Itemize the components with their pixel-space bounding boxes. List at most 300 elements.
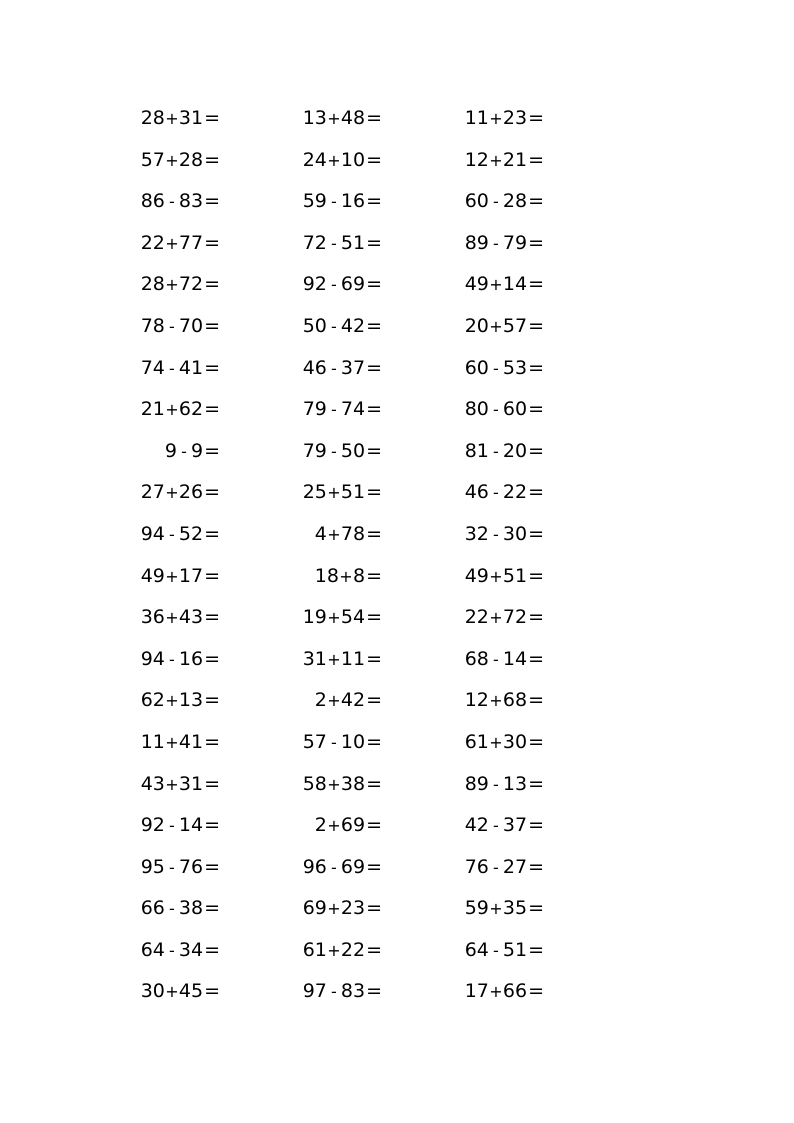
operand-a: 4 <box>314 522 327 545</box>
equals-sign: = <box>528 938 544 961</box>
operand-a: 24 <box>302 148 327 171</box>
operand-a: 57 <box>302 730 327 753</box>
equals-sign: = <box>366 564 382 587</box>
math-problem <box>465 389 544 431</box>
problem-row <box>0 223 794 265</box>
operand-a: 27 <box>140 481 165 504</box>
operator: - <box>331 400 337 420</box>
math-problem <box>141 847 220 889</box>
operand-b: 16 <box>178 647 204 670</box>
operator: - <box>331 982 337 1002</box>
operator: + <box>327 608 341 628</box>
math-problem <box>303 223 382 265</box>
math-problem <box>465 472 544 514</box>
math-problem <box>303 181 382 223</box>
operand-b: 13 <box>502 772 528 795</box>
math-problem <box>141 556 220 598</box>
math-problem <box>315 556 382 598</box>
operator: + <box>327 109 341 128</box>
operator: + <box>489 608 503 628</box>
operator: + <box>489 566 503 586</box>
operator: + <box>165 566 179 586</box>
operand-a: 79 <box>302 439 327 462</box>
operand-a: 79 <box>302 398 327 421</box>
operand-b: 60 <box>502 398 528 421</box>
operand-b: 51 <box>340 231 366 254</box>
operand-a: 95 <box>140 855 165 878</box>
math-problem <box>465 930 544 972</box>
operator: + <box>489 982 503 1002</box>
operator: - <box>331 192 337 212</box>
operand-b: 83 <box>178 190 204 213</box>
operand-b: 23 <box>340 897 366 920</box>
operand-a: 28 <box>140 273 165 296</box>
math-problem <box>141 389 220 431</box>
operand-b: 70 <box>178 314 204 337</box>
equals-sign: = <box>204 855 220 878</box>
operator: - <box>169 649 175 669</box>
problem-row <box>0 306 794 348</box>
operand-a: 59 <box>302 190 327 213</box>
operand-a: 18 <box>314 564 339 587</box>
equals-sign: = <box>204 231 220 254</box>
equals-sign: = <box>366 730 382 753</box>
math-problem <box>141 181 220 223</box>
operand-b: 9 <box>190 439 204 462</box>
operand-b: 51 <box>502 564 528 587</box>
math-problem <box>303 764 382 806</box>
math-problem <box>141 888 220 930</box>
equals-sign: = <box>204 772 220 795</box>
operand-a: 12 <box>464 689 489 712</box>
equals-sign: = <box>366 606 382 629</box>
operand-b: 30 <box>502 522 528 545</box>
operand-a: 20 <box>464 314 489 337</box>
operator: - <box>169 192 175 212</box>
operand-b: 83 <box>340 980 366 1003</box>
operand-b: 45 <box>178 980 204 1003</box>
math-problem <box>465 680 544 722</box>
operator: + <box>339 566 353 586</box>
operand-a: 94 <box>140 522 165 545</box>
math-problem <box>465 348 544 390</box>
operand-b: 22 <box>502 481 528 504</box>
operator: - <box>331 857 337 877</box>
math-problem <box>315 680 382 722</box>
equals-sign: = <box>528 730 544 753</box>
equals-sign: = <box>204 148 220 171</box>
math-problem <box>141 98 220 140</box>
operand-b: 54 <box>340 606 366 629</box>
problem-row <box>0 556 794 598</box>
operand-a: 46 <box>464 481 489 504</box>
operator: + <box>165 400 179 420</box>
equals-sign: = <box>366 689 382 712</box>
operand-a: 66 <box>140 897 165 920</box>
operator: - <box>493 774 499 794</box>
operator: + <box>327 649 341 669</box>
operand-b: 26 <box>178 481 204 504</box>
equals-sign: = <box>528 772 544 795</box>
operand-b: 74 <box>340 398 366 421</box>
operand-b: 17 <box>178 564 204 587</box>
problem-row <box>0 389 794 431</box>
operand-b: 41 <box>178 356 204 379</box>
operand-b: 28 <box>178 148 204 171</box>
math-problem <box>141 971 220 1013</box>
math-problem <box>465 98 544 140</box>
math-problem <box>465 722 544 764</box>
operand-a: 96 <box>302 855 327 878</box>
problem-row <box>0 597 794 639</box>
operand-b: 38 <box>340 772 366 795</box>
operand-b: 14 <box>502 273 528 296</box>
operand-b: 48 <box>340 107 366 129</box>
operand-b: 42 <box>340 314 366 337</box>
operand-a: 22 <box>464 606 489 629</box>
operator: - <box>169 940 175 960</box>
math-problem <box>465 639 544 681</box>
operand-a: 57 <box>140 148 165 171</box>
math-problem <box>303 847 382 889</box>
operator: + <box>327 524 341 544</box>
problem-row <box>0 514 794 556</box>
operator: - <box>493 192 499 212</box>
operator: - <box>331 732 337 752</box>
operand-b: 21 <box>502 148 528 171</box>
operand-a: 9 <box>164 439 177 462</box>
equals-sign: = <box>204 356 220 379</box>
operand-b: 52 <box>178 522 204 545</box>
equals-sign: = <box>204 980 220 1003</box>
operand-b: 14 <box>178 814 204 837</box>
operator: + <box>327 691 341 711</box>
equals-sign: = <box>528 190 544 213</box>
operator: + <box>327 899 341 919</box>
equals-sign: = <box>528 980 544 1003</box>
operand-b: 51 <box>340 481 366 504</box>
operator: - <box>493 483 499 503</box>
math-problem <box>303 98 382 140</box>
equals-sign: = <box>204 606 220 629</box>
equals-sign: = <box>528 481 544 504</box>
operator: + <box>165 275 179 295</box>
operator: + <box>165 732 179 752</box>
problem-row <box>0 971 794 1013</box>
operand-b: 28 <box>502 190 528 213</box>
math-problem <box>465 597 544 639</box>
operand-b: 23 <box>502 107 528 129</box>
operand-b: 69 <box>340 273 366 296</box>
math-problem <box>303 472 382 514</box>
math-problem <box>303 639 382 681</box>
operand-b: 79 <box>502 231 528 254</box>
operand-b: 13 <box>178 689 204 712</box>
operator: - <box>169 899 175 919</box>
operand-a: 49 <box>464 564 489 587</box>
operator: - <box>169 524 175 544</box>
operator: - <box>493 649 499 669</box>
operand-b: 27 <box>502 855 528 878</box>
problem-row <box>0 930 794 972</box>
operand-a: 46 <box>302 356 327 379</box>
operand-a: 25 <box>302 481 327 504</box>
equals-sign: = <box>528 647 544 670</box>
operand-a: 19 <box>302 606 327 629</box>
operator: + <box>489 316 503 336</box>
operand-a: 42 <box>464 814 489 837</box>
equals-sign: = <box>366 814 382 837</box>
operand-a: 17 <box>464 980 489 1003</box>
operand-b: 68 <box>502 689 528 712</box>
math-problem <box>465 805 544 847</box>
operator: - <box>331 441 337 461</box>
operand-b: 72 <box>178 273 204 296</box>
math-problem <box>465 971 544 1013</box>
equals-sign: = <box>366 522 382 545</box>
operand-b: 20 <box>502 439 528 462</box>
equals-sign: = <box>204 314 220 337</box>
math-problem <box>141 680 220 722</box>
operand-a: 97 <box>302 980 327 1003</box>
problem-row <box>0 680 794 722</box>
equals-sign: = <box>366 148 382 171</box>
operator: + <box>165 150 179 170</box>
operand-b: 69 <box>340 814 366 837</box>
math-problem <box>141 639 220 681</box>
equals-sign: = <box>366 938 382 961</box>
equals-sign: = <box>528 689 544 712</box>
problem-row <box>0 181 794 223</box>
problem-row <box>0 431 794 473</box>
operand-b: 8 <box>352 564 366 587</box>
operand-a: 60 <box>464 190 489 213</box>
equals-sign: = <box>366 107 382 129</box>
math-problem <box>141 472 220 514</box>
operand-a: 69 <box>302 897 327 920</box>
equals-sign: = <box>366 481 382 504</box>
math-problem <box>465 888 544 930</box>
operator: - <box>493 358 499 378</box>
math-problem <box>303 930 382 972</box>
equals-sign: = <box>366 190 382 213</box>
operand-a: 62 <box>140 689 165 712</box>
operand-a: 72 <box>302 231 327 254</box>
math-problem <box>465 431 544 473</box>
operand-a: 31 <box>302 647 327 670</box>
equals-sign: = <box>366 980 382 1003</box>
operand-b: 16 <box>340 190 366 213</box>
math-problem <box>141 514 220 556</box>
equals-sign: = <box>204 522 220 545</box>
math-problem <box>303 264 382 306</box>
operand-a: 58 <box>302 772 327 795</box>
operand-b: 34 <box>178 938 204 961</box>
operator: - <box>493 816 499 836</box>
operator: + <box>165 608 179 628</box>
operand-a: 32 <box>464 522 489 545</box>
math-problem <box>303 389 382 431</box>
math-problem <box>141 805 220 847</box>
equals-sign: = <box>204 730 220 753</box>
equals-sign: = <box>528 897 544 920</box>
equals-sign: = <box>528 314 544 337</box>
problem-row <box>0 472 794 514</box>
equals-sign: = <box>528 439 544 462</box>
operand-a: 92 <box>302 273 327 296</box>
operand-b: 62 <box>178 398 204 421</box>
operand-a: 80 <box>464 398 489 421</box>
operand-a: 86 <box>140 190 165 213</box>
operand-b: 69 <box>340 855 366 878</box>
math-problem <box>141 764 220 806</box>
math-problem <box>315 514 382 556</box>
operator: - <box>331 233 337 253</box>
operand-a: 2 <box>314 689 327 712</box>
math-problem <box>465 306 544 348</box>
operator: - <box>493 940 499 960</box>
operand-b: 76 <box>178 855 204 878</box>
equals-sign: = <box>528 356 544 379</box>
operand-a: 49 <box>464 273 489 296</box>
operator: - <box>169 358 175 378</box>
equals-sign: = <box>204 190 220 213</box>
math-problem <box>465 140 544 182</box>
operand-a: 50 <box>302 314 327 337</box>
math-problem <box>303 306 382 348</box>
equals-sign: = <box>204 647 220 670</box>
problem-row <box>0 140 794 182</box>
operator: + <box>165 982 179 1002</box>
math-problem <box>465 223 544 265</box>
math-problem <box>303 140 382 182</box>
operand-b: 31 <box>178 107 204 129</box>
operand-b: 10 <box>340 148 366 171</box>
math-problem <box>141 348 220 390</box>
operand-b: 66 <box>502 980 528 1003</box>
math-problem <box>141 223 220 265</box>
operator: - <box>493 233 499 253</box>
equals-sign: = <box>366 647 382 670</box>
operator: - <box>331 275 337 295</box>
operator: + <box>165 691 179 711</box>
equals-sign: = <box>204 107 220 129</box>
equals-sign: = <box>204 439 220 462</box>
operator: + <box>165 109 179 128</box>
equals-sign: = <box>204 938 220 961</box>
math-problem <box>141 140 220 182</box>
operator: + <box>489 732 503 752</box>
operand-b: 43 <box>178 606 204 629</box>
math-problem <box>303 888 382 930</box>
operator: + <box>489 899 503 919</box>
equals-sign: = <box>366 273 382 296</box>
operand-a: 94 <box>140 647 165 670</box>
operand-a: 89 <box>464 231 489 254</box>
operator: - <box>493 441 499 461</box>
math-problem <box>303 722 382 764</box>
equals-sign: = <box>204 564 220 587</box>
operand-a: 92 <box>140 814 165 837</box>
operand-b: 53 <box>502 356 528 379</box>
operand-b: 78 <box>340 522 366 545</box>
operator: + <box>327 816 341 836</box>
operand-a: 74 <box>140 356 165 379</box>
operand-a: 11 <box>464 107 489 129</box>
math-problem <box>165 431 220 473</box>
math-problem <box>465 181 544 223</box>
math-problem <box>465 764 544 806</box>
operator: + <box>327 940 341 960</box>
operand-a: 12 <box>464 148 489 171</box>
equals-sign: = <box>366 897 382 920</box>
operand-b: 35 <box>502 897 528 920</box>
operator: + <box>165 483 179 503</box>
operand-b: 50 <box>340 439 366 462</box>
math-problem <box>465 556 544 598</box>
equals-sign: = <box>204 897 220 920</box>
operand-a: 28 <box>140 107 165 129</box>
equals-sign: = <box>366 439 382 462</box>
equals-sign: = <box>528 398 544 421</box>
operand-b: 31 <box>178 772 204 795</box>
math-problem <box>303 348 382 390</box>
operand-a: 49 <box>140 564 165 587</box>
operand-b: 41 <box>178 730 204 753</box>
problem-row <box>0 805 794 847</box>
equals-sign: = <box>366 314 382 337</box>
math-problem <box>303 431 382 473</box>
operand-a: 13 <box>302 107 327 129</box>
equals-sign: = <box>204 814 220 837</box>
operand-b: 72 <box>502 606 528 629</box>
operand-a: 61 <box>464 730 489 753</box>
equals-sign: = <box>528 606 544 629</box>
math-problem <box>141 722 220 764</box>
operand-a: 59 <box>464 897 489 920</box>
equals-sign: = <box>366 855 382 878</box>
equals-sign: = <box>528 522 544 545</box>
operand-a: 2 <box>314 814 327 837</box>
operand-b: 38 <box>178 897 204 920</box>
equals-sign: = <box>204 481 220 504</box>
operand-a: 11 <box>140 730 165 753</box>
operand-a: 43 <box>140 772 165 795</box>
operand-b: 22 <box>340 938 366 961</box>
operand-b: 37 <box>502 814 528 837</box>
equals-sign: = <box>204 398 220 421</box>
equals-sign: = <box>528 273 544 296</box>
equals-sign: = <box>204 689 220 712</box>
operand-b: 30 <box>502 730 528 753</box>
operator: + <box>165 233 179 253</box>
operator: - <box>493 857 499 877</box>
equals-sign: = <box>204 273 220 296</box>
operand-b: 37 <box>340 356 366 379</box>
problem-row <box>0 764 794 806</box>
problem-row <box>0 847 794 889</box>
operator: + <box>489 275 503 295</box>
operator: + <box>489 150 503 170</box>
operator: - <box>331 316 337 336</box>
equals-sign: = <box>366 772 382 795</box>
operator: + <box>489 109 503 128</box>
math-problem <box>141 264 220 306</box>
math-problem <box>303 971 382 1013</box>
equals-sign: = <box>528 231 544 254</box>
math-problem <box>141 306 220 348</box>
operand-a: 76 <box>464 855 489 878</box>
